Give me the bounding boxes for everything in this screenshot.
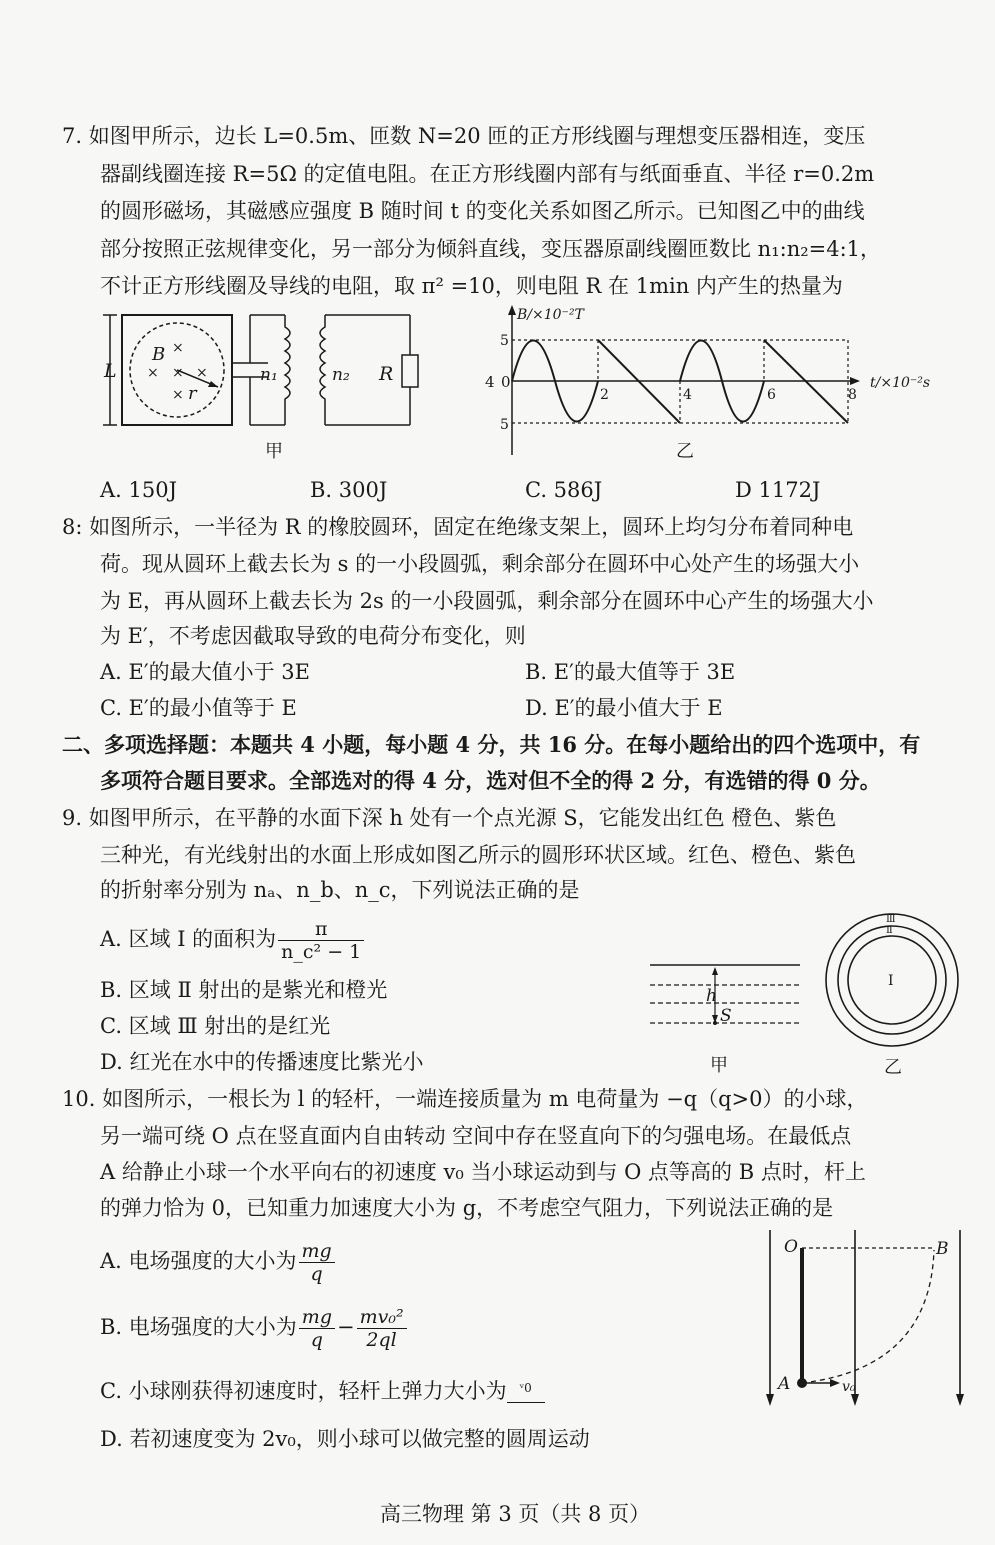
q10-option-c-blank: ᵛ0 [507, 1374, 545, 1403]
yi-ytick-bottom: 5 [500, 417, 509, 433]
q8-line-3: 为 E，再从圆环上截去长为 2s 的一小段圆弧，剩余部分在圆环中心产生的场强大小 [100, 589, 874, 613]
cross-2: × [147, 365, 159, 381]
label-R: R [379, 363, 394, 385]
label-B-point: B [936, 1239, 949, 1259]
label-region-I: I [888, 973, 894, 989]
q9-option-a [100, 918, 366, 963]
q7-line-5: 不计正方形线圈及导线的电阻，取 π² =10，则电阻 R 在 1min 内产生的热量为 [100, 274, 843, 298]
label-n1: n₁ [260, 365, 278, 385]
q10-option-c-text: C. 小球刚获得初速度时，轻杆上弹力大小为 [100, 1379, 507, 1403]
q8-line-1: 8: 如图所示，一半径为 R 的橡胶圆环，固定在绝缘支架上，圆环上均匀分布着同种电 [62, 515, 854, 539]
q10-b-num1: mg [299, 1306, 335, 1329]
label-A: A [778, 1374, 791, 1394]
q7-option-d: D 1172J [735, 478, 821, 502]
q8-option-b: B. E′的最大值等于 3E [525, 660, 736, 684]
q9-figure-jia [650, 955, 810, 1080]
yi-xtick-2: 2 [600, 387, 609, 403]
q8-option-d: D. E′的最小值大于 E [525, 696, 723, 720]
q9-frac-num: π [278, 918, 364, 941]
q10-option-d: D. 若初速度变为 2v₀，则小球可以做完整的圆周运动 [100, 1427, 590, 1451]
q9-option-a-text: A. 区域 Ⅰ 的面积为 [100, 927, 277, 951]
yi-xtick-4: 4 [683, 387, 692, 403]
q9-line-1: 9. 如图甲所示，在平静的水面下深 h 处有一个点光源 S，它能发出红色 橙色、紫色 [62, 806, 837, 830]
q10-option-a-text: A. 电场强度的大小为 [100, 1249, 297, 1273]
q7-option-a: A. 150J [100, 478, 178, 502]
label-L: L [104, 360, 117, 382]
q9-frac-den: n_c² − 1 [281, 941, 362, 963]
q7-option-b: B. 300J [310, 478, 388, 502]
caption-q9-jia: 甲 [710, 1055, 728, 1076]
q10-option-b-text: B. 电场强度的大小为 [100, 1315, 297, 1339]
section2-header-line-1: 二、多项选择题：本题共 4 小题，每小题 4 分，共 16 分。在每小题给出的四个选项中，有 [62, 732, 921, 757]
q10-option-b-minus: − [336, 1315, 355, 1339]
label-O: O [784, 1237, 798, 1257]
q8-line-4: 为 E′，不考虑因截取导致的电荷分布变化，则 [100, 624, 526, 648]
label-r: r [188, 383, 197, 404]
cross-3: × [172, 365, 184, 381]
yi-mark: 4 [485, 373, 495, 391]
yi-ytick-top: 5 [500, 333, 509, 349]
label-v0: v₀ [842, 1379, 856, 1395]
q7-line-2: 器副线圈连接 R=5Ω 的定值电阻。在正方形线圈内部有与纸面垂直、半径 r=0.2m [100, 162, 875, 186]
page-footer: 高三物理 第 3 页（共 8 页） [380, 1502, 651, 1526]
q10-b-den1: q [310, 1329, 323, 1351]
q10-figure [760, 1228, 970, 1413]
label-S: S [720, 1006, 732, 1026]
cross-4: × [196, 365, 208, 381]
q10-line-2: 另一端可绕 O 点在竖直面内自由转动 空间中存在竖直向下的匀强电场。在最低点 [100, 1124, 852, 1148]
q8-option-a: A. E′的最大值小于 3E [100, 660, 310, 684]
label-n2: n₂ [332, 365, 350, 385]
yi-xtick-8: 8 [848, 387, 857, 403]
q7-figure-jia [100, 305, 440, 465]
cross-5: × [172, 387, 184, 403]
q8-line-2: 荷。现从圆环上截去长为 s 的一小段圆弧，剩余部分在圆环中心处产生的场强大小 [100, 552, 860, 576]
q9-option-b: B. 区域 Ⅱ 射出的是紫光和橙光 [100, 978, 388, 1002]
q10-option-b-fraction-2 [357, 1306, 407, 1351]
q10-option-b [100, 1306, 409, 1351]
q10-a-num: mg [299, 1240, 335, 1263]
label-h: h [706, 986, 717, 1006]
q10-line-4: 的弹力恰为 0，已知重力加速度大小为 g，不考虑空气阻力，下列说法正确的是 [100, 1196, 834, 1220]
q10-option-a-fraction [299, 1240, 335, 1285]
q10-a-den: q [310, 1263, 323, 1285]
q9-option-a-fraction [278, 918, 364, 963]
q10-option-c [100, 1374, 545, 1405]
caption-yi: 乙 [676, 441, 694, 462]
q9-figure-yi [822, 905, 972, 1080]
yi-xlabel: t/×10⁻²s [870, 375, 931, 391]
q7-line-1: 7. 如图甲所示，边长 L=0.5m、匝数 N=20 匝的正方形线圈与理想变压器相连，变压 [62, 124, 866, 148]
label-B: B [152, 344, 166, 365]
q10-option-b-fraction-1 [299, 1306, 335, 1351]
q9-option-c: C. 区域 Ⅲ 射出的是红光 [100, 1014, 331, 1038]
q7-line-3: 的圆形磁场，其磁感应强度 B 随时间 t 的变化关系如图乙所示。已知图乙中的曲线 [100, 199, 865, 223]
cross-1: × [172, 340, 184, 356]
yi-xtick-6: 6 [767, 387, 776, 403]
caption-jia: 甲 [265, 441, 283, 462]
q9-option-d: D. 红光在水中的传播速度比紫光小 [100, 1050, 424, 1074]
q10-option-a [100, 1240, 337, 1285]
q7-figure-yi [480, 305, 960, 465]
q8-option-c: C. E′的最小值等于 E [100, 696, 297, 720]
yi-ylabel: B/×10⁻²T [517, 307, 584, 323]
q10-b-num2: mv₀² [357, 1306, 407, 1329]
q10-line-1: 10. 如图所示，一根长为 l 的轻杆，一端连接质量为 m 电荷量为 −q（q>0）的小球， [62, 1087, 868, 1111]
label-region-III: Ⅲ [886, 914, 896, 925]
caption-q9-yi: 乙 [884, 1057, 902, 1078]
q7-line-4: 部分按照正弦规律变化，另一部分为倾斜直线，变压器原副线圈匝数比 n₁:n₂=4:1， [100, 237, 882, 261]
q7-option-c: C. 586J [525, 478, 603, 502]
q10-line-3: A 给静止小球一个水平向右的初速度 v₀ 当小球运动到与 O 点等高的 B 点时，杆上 [100, 1160, 866, 1184]
q10-b-den2: 2ql [366, 1329, 397, 1351]
yi-origin: 0 [501, 373, 511, 391]
section2-header-line-2: 多项符合题目要求。全部选对的得 4 分，选对但不全的得 2 分，有选错的得 0 分。 [100, 768, 881, 793]
q9-line-3: 的折射率分别为 nₐ、n_b、n_c，下列说法正确的是 [100, 878, 580, 902]
label-region-II: Ⅱ [886, 925, 893, 936]
q9-line-2: 三种光，有光线射出的水面上形成如图乙所示的圆形环状区域。红色、橙色、紫色 [100, 843, 856, 867]
